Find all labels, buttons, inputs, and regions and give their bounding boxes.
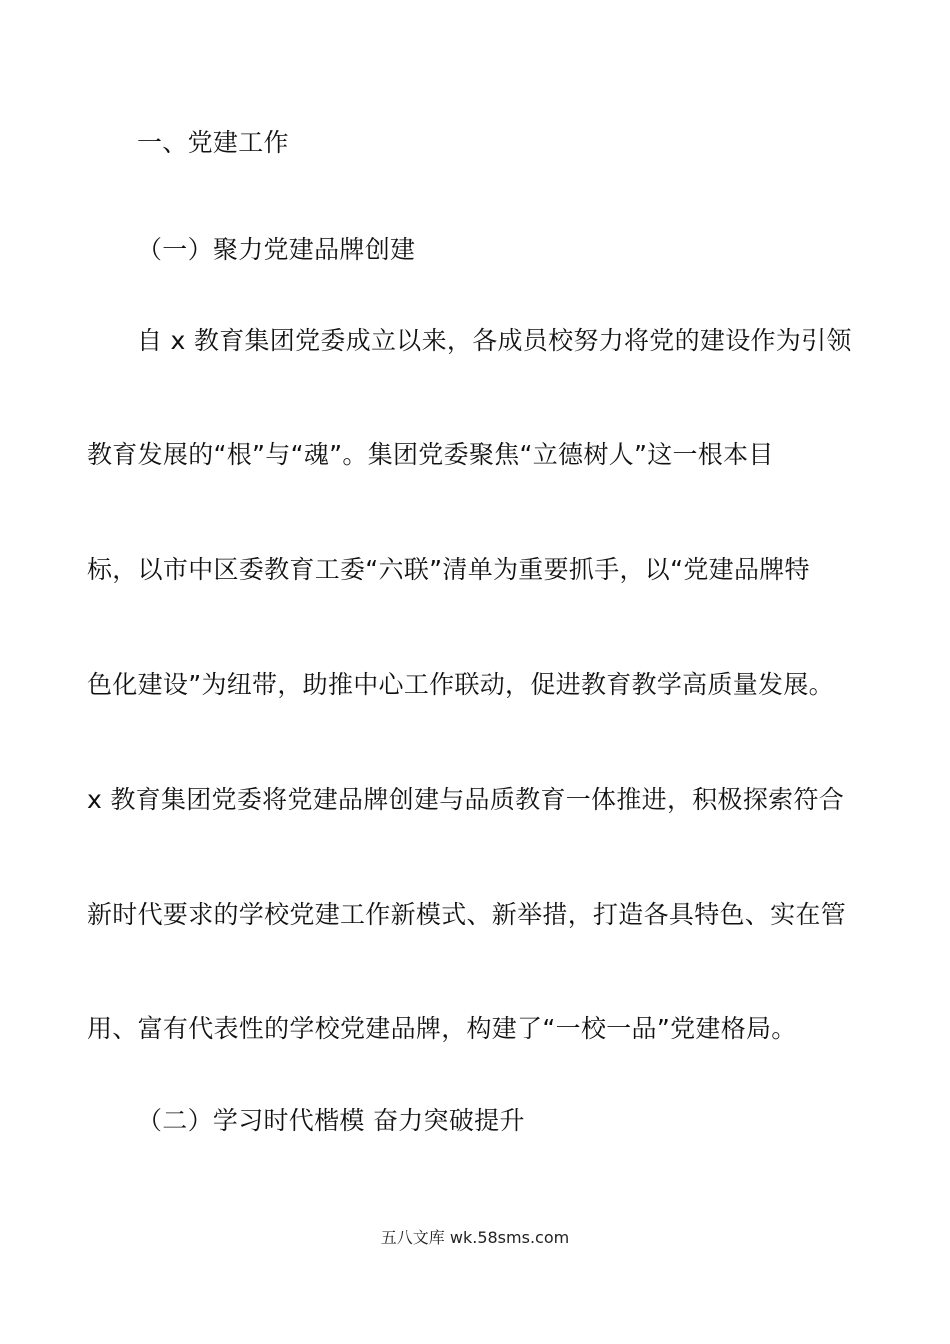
paragraph-line: 教育发展的“根”与“魂”。集团党委聚焦“立德树人”这一根本目 [87, 440, 774, 469]
footer-watermark-text: 五八文库 wk.58sms.com [380, 1228, 570, 1247]
section-title-role-models: （二）学习时代楷模 奋力突破提升 [137, 1106, 525, 1135]
paragraph-line: 自 x 教育集团党委成立以来，各成员校努力将党的建设作为引领 [137, 326, 852, 355]
paragraph-line: 色化建设”为纽带，助推中心工作联动，促进教育教学高质量发展。 [87, 670, 834, 699]
paragraph-line: x 教育集团党委将党建品牌创建与品质教育一体推进，积极探索符合 [87, 785, 845, 814]
heading-party-building: 一、党建工作 [137, 128, 289, 157]
paragraph-line: 标，以市中区委教育工委“六联”清单为重要抓手，以“党建品牌特 [87, 555, 810, 584]
paragraph-line: 新时代要求的学校党建工作新模式、新举措，打造各具特色、实在管 [87, 900, 847, 929]
paragraph-line: 用、富有代表性的学校党建品牌，构建了“一校一品”党建格局。 [87, 1014, 797, 1043]
section-title-brand-creation: （一）聚力党建品牌创建 [137, 235, 416, 264]
